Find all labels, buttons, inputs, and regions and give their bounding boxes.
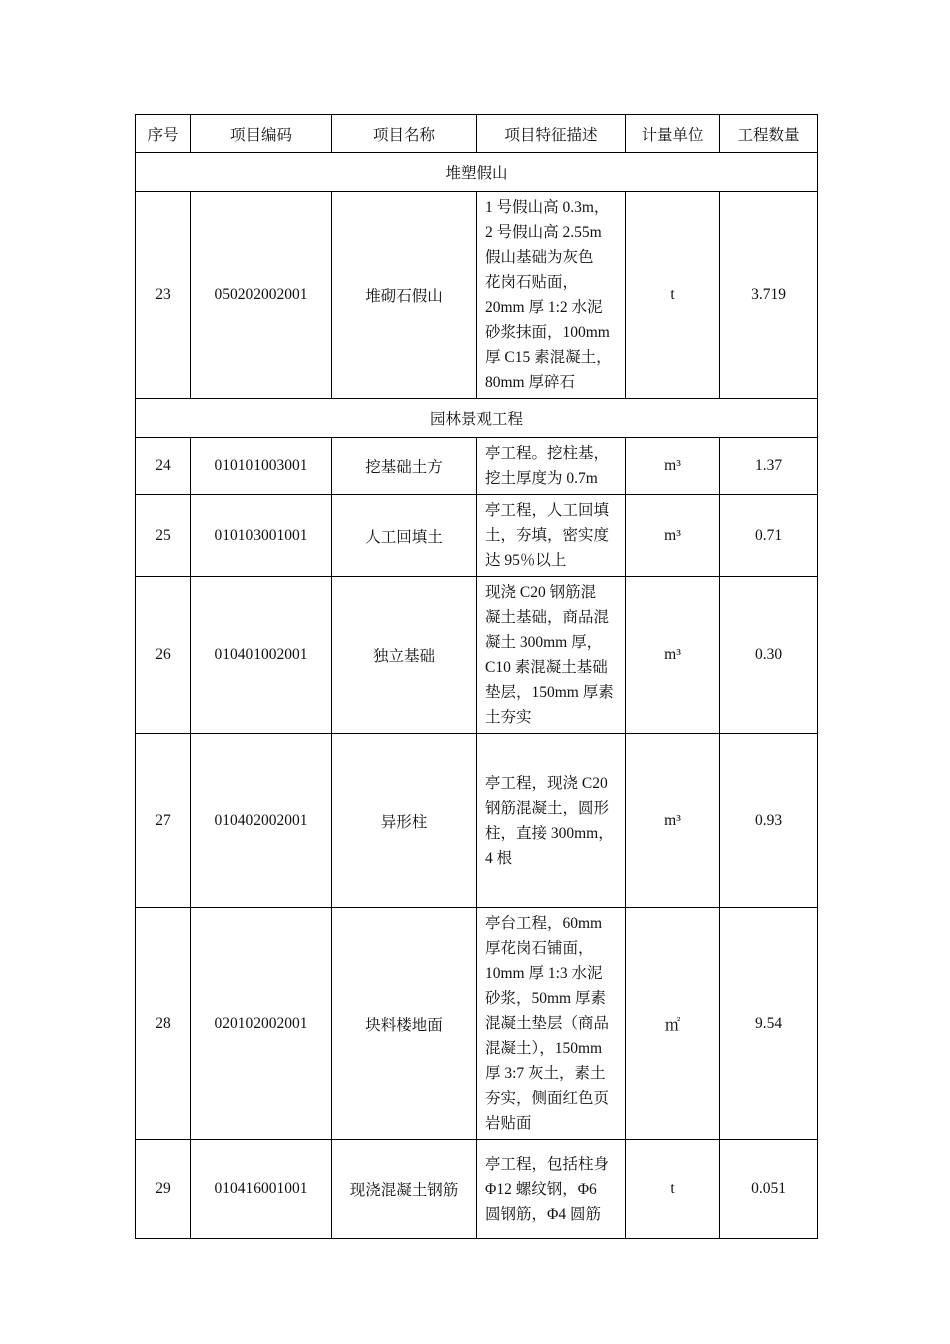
description-line: 厚花岗石铺面， <box>485 940 594 957</box>
cell-no: 23 <box>136 192 191 399</box>
description-line: 岩贴面 <box>485 1115 532 1132</box>
cell-unit: t <box>626 192 720 399</box>
cell-description <box>477 908 626 1140</box>
cell-unit: m³ <box>626 438 720 495</box>
cell-no: 28 <box>136 908 191 1140</box>
cell-name: 挖基础土方 <box>332 438 477 495</box>
cell-description <box>477 495 626 577</box>
cell-quantity: 0.93 <box>720 734 818 908</box>
description-line: 厚 3:7 灰土，素土 <box>485 1065 606 1082</box>
cell-code: 010402002001 <box>191 734 332 908</box>
description-line: 砂浆抹面，100mm <box>485 324 610 341</box>
cell-code: 050202002001 <box>191 192 332 399</box>
table-row <box>136 192 818 399</box>
header-name: 项目名称 <box>332 115 477 153</box>
description-line: 夯实，侧面红色页 <box>485 1090 610 1107</box>
cell-name: 异形柱 <box>332 734 477 908</box>
cell-description <box>477 438 626 495</box>
description-line: 4 根 <box>485 849 513 867</box>
cell-unit: m³ <box>626 734 720 908</box>
cell-unit: m³ <box>626 495 720 577</box>
cell-code: 010401002001 <box>191 577 332 734</box>
cell-unit: t <box>626 1140 720 1239</box>
table-body <box>136 153 818 1239</box>
cell-no: 27 <box>136 734 191 908</box>
cell-no: 26 <box>136 577 191 734</box>
description-line: 1 号假山高 0.3m， <box>485 199 610 216</box>
description-line: 2 号假山高 2.55m <box>485 224 602 241</box>
table-header-row <box>136 115 818 153</box>
description-line: 砂浆，50mm 厚素 <box>485 990 606 1007</box>
cell-no: 25 <box>136 495 191 577</box>
cell-description <box>477 734 626 908</box>
cell-code: 010103001001 <box>191 495 332 577</box>
description-line: 亭工程，现浇 C20 <box>485 774 608 792</box>
section-title: 园林景观工程 <box>136 399 818 438</box>
cell-description <box>477 1140 626 1239</box>
cell-quantity: 0.051 <box>720 1140 818 1239</box>
cell-no: 24 <box>136 438 191 495</box>
header-unit: 计量单位 <box>626 115 720 153</box>
description-line: Φ12 螺纹钢，Φ6 <box>485 1180 597 1198</box>
cell-name: 独立基础 <box>332 577 477 734</box>
cell-name: 人工回填土 <box>332 495 477 577</box>
description-line: 垫层，150mm 厚素 <box>485 684 614 701</box>
description-line: 亭工程，人工回填 <box>485 502 610 519</box>
description-line: 花岗石贴面， <box>485 274 579 291</box>
cell-unit: m³ <box>626 577 720 734</box>
description-line: 亭工程，包括柱身 <box>485 1155 610 1173</box>
cell-quantity: 3.719 <box>720 192 818 399</box>
description-line: 柱，直接 300mm， <box>485 824 614 842</box>
section-row <box>136 399 818 438</box>
description-line: 土，夯填，密实度 <box>485 527 610 544</box>
cell-description <box>477 577 626 734</box>
cell-code: 020102002001 <box>191 908 332 1140</box>
description-line: 达 95％以上 <box>485 552 567 569</box>
table-row <box>136 577 818 734</box>
description-line: 80mm 厚碎石 <box>485 374 575 391</box>
cell-name: 块料楼地面 <box>332 908 477 1140</box>
table-row <box>136 495 818 577</box>
table-row <box>136 438 818 495</box>
description-line: 钢筋混凝土，圆形 <box>485 799 610 817</box>
table-row <box>136 908 818 1140</box>
description-line: 假山基础为灰色 <box>485 249 594 266</box>
description-line: 现浇 C20 钢筋混 <box>485 584 597 601</box>
description-line: 土夯实 <box>485 709 532 726</box>
cell-name: 现浇混凝土钢筋 <box>332 1140 477 1239</box>
table-row <box>136 734 818 908</box>
cell-quantity: 0.30 <box>720 577 818 734</box>
cell-code: 010101003001 <box>191 438 332 495</box>
description-line: 凝土 300mm 厚， <box>485 634 603 651</box>
cell-description <box>477 192 626 399</box>
header-quantity: 工程数量 <box>720 115 818 153</box>
description-line: 10mm 厚 1:3 水泥 <box>485 965 603 982</box>
description-line: 混凝土），150mm <box>485 1040 603 1057</box>
quantity-table <box>135 114 818 1239</box>
description-line: 混凝土垫层（商品 <box>485 1015 610 1032</box>
header-code: 项目编码 <box>191 115 332 153</box>
description-line: 厚 C15 素混凝土， <box>485 349 612 366</box>
cell-code: 010416001001 <box>191 1140 332 1239</box>
section-title: 堆塑假山 <box>136 153 818 192</box>
description-line: 凝土基础，商品混 <box>485 609 610 626</box>
section-row <box>136 153 818 192</box>
description-line: 亭工程。挖柱基， <box>485 445 610 462</box>
table-row <box>136 1140 818 1239</box>
cell-quantity: 0.71 <box>720 495 818 577</box>
header-no: 序号 <box>136 115 191 153</box>
description-line: 挖土厚度为 0.7m <box>485 470 598 487</box>
description-line: 20mm 厚 1:2 水泥 <box>485 299 603 316</box>
header-description: 项目特征描述 <box>477 115 626 153</box>
description-line: 亭台工程，60mm <box>485 915 603 932</box>
description-line: C10 素混凝土基础 <box>485 659 608 676</box>
description-line: 圆钢筋，Φ4 圆筋 <box>485 1205 601 1223</box>
cell-name: 堆砌石假山 <box>332 192 477 399</box>
cell-no: 29 <box>136 1140 191 1239</box>
cell-quantity: 9.54 <box>720 908 818 1140</box>
cell-unit: ㎡ <box>626 908 720 1140</box>
cell-quantity: 1.37 <box>720 438 818 495</box>
